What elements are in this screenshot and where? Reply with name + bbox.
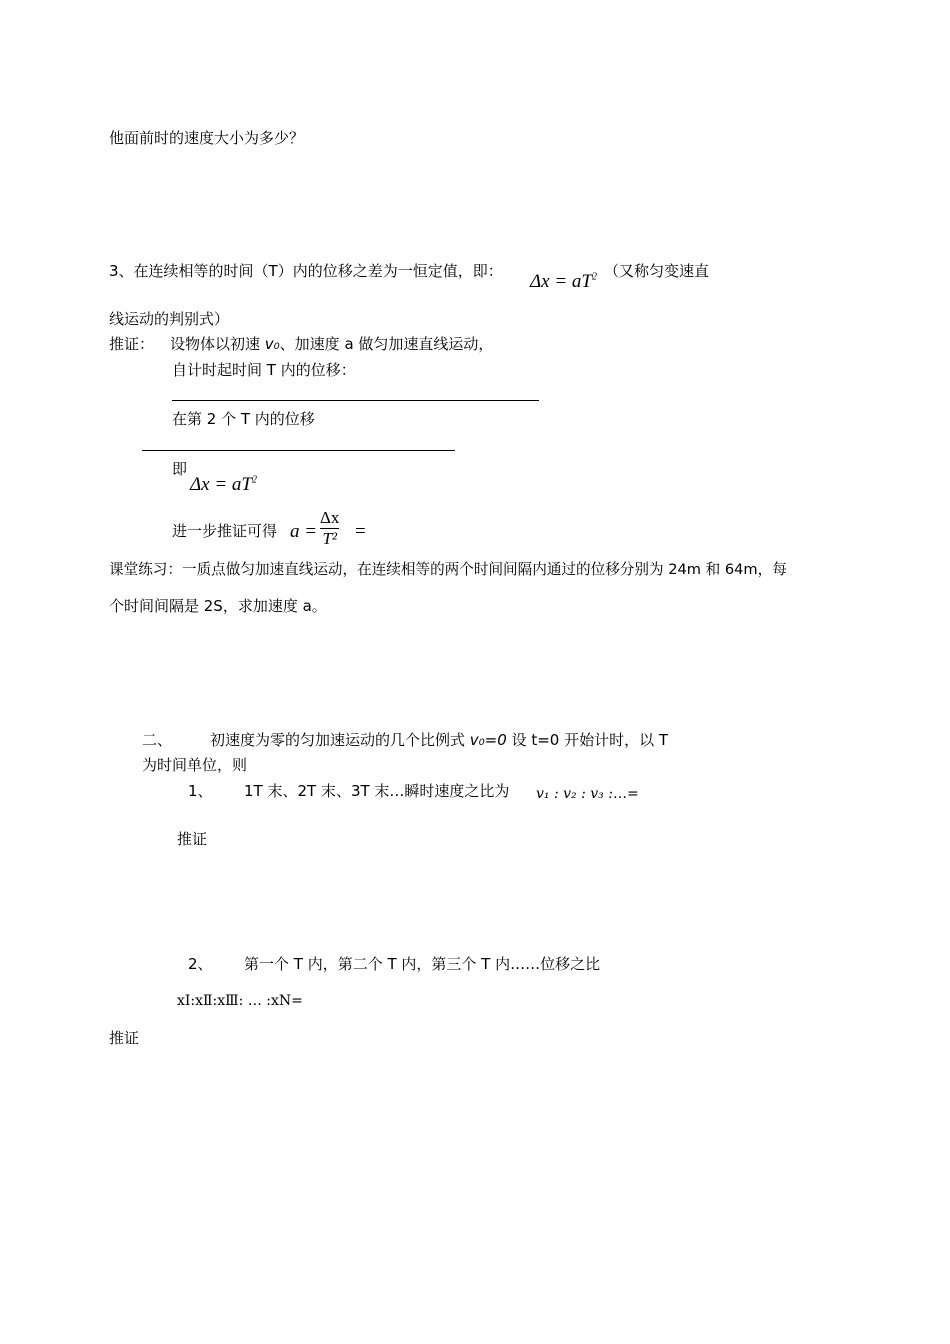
item1-text: 1T 末、2T 末、3T 末…瞬时速度之比为 — [244, 782, 510, 800]
answer-blank-1 — [172, 400, 539, 401]
item2-displacement-ratio: xⅠ:xⅡ:xⅢ: … :xN= — [177, 993, 303, 1009]
formula-delta-x-2: $\Delta x = aT^2$ — [190, 474, 257, 495]
section2-number: 二、 — [142, 731, 173, 749]
practice-line-1: 课堂练习：一质点做匀加速直线运动，在连续相等的两个时间间隔内通过的位移分别为 24m 和 64m，每 — [109, 561, 787, 578]
item2-proof-label: 推证 — [109, 1029, 140, 1047]
proof-line-3: 在第 2 个 T 内的位移 — [172, 410, 315, 428]
section2-title: 初速度为零的匀加速运动的几个比例式 v₀=0 设 t=0 开始计时，以 T — [210, 731, 669, 749]
proof-line-2: 自计时起时间 T 内的位移： — [172, 361, 356, 379]
item1-proof-label: 推证 — [177, 830, 208, 848]
ji-label: 即 — [172, 460, 188, 478]
acceleration-fraction — [320, 508, 339, 549]
answer-blank-2 — [142, 450, 455, 451]
item1-velocity-ratio: v₁ : v₂ : v₃ :…= — [536, 786, 639, 802]
exponent-two: 2 — [591, 271, 597, 283]
exponent-two: 2 — [251, 474, 257, 486]
proof-line-1: 设物体以初速 v₀、加速度 a 做匀加速直线运动， — [170, 335, 494, 353]
section3-heading-continued: 线运动的判别式） — [109, 310, 230, 328]
proof-label: 推证： — [109, 335, 155, 353]
a-equals: a = — [290, 521, 318, 542]
item1-number: 1、 — [188, 782, 213, 800]
section2-title-continued: 为时间单位，则 — [142, 756, 248, 774]
section3-heading: 3、在连续相等的时间（T）内的位移之差为一恒定值，即： — [109, 262, 503, 280]
fraction-denominator: T² — [322, 529, 337, 548]
further-derivation-text: 进一步推证可得 — [172, 522, 278, 540]
item2-number: 2、 — [188, 955, 213, 973]
formula-delta-x: $\Delta x = aT^2$ — [530, 271, 597, 292]
question-end-text: 他面前时的速度大小为多少？ — [109, 129, 305, 147]
section3-heading-tail: （又称匀变速直 — [604, 262, 710, 280]
practice-line-2: 个时间间隔是 2S，求加速度 a。 — [109, 597, 327, 615]
equals-sign: = — [355, 521, 366, 542]
fraction-numerator: Δx — [320, 508, 340, 527]
item2-text: 第一个 T 内，第二个 T 内，第三个 T 内……位移之比 — [244, 955, 601, 973]
